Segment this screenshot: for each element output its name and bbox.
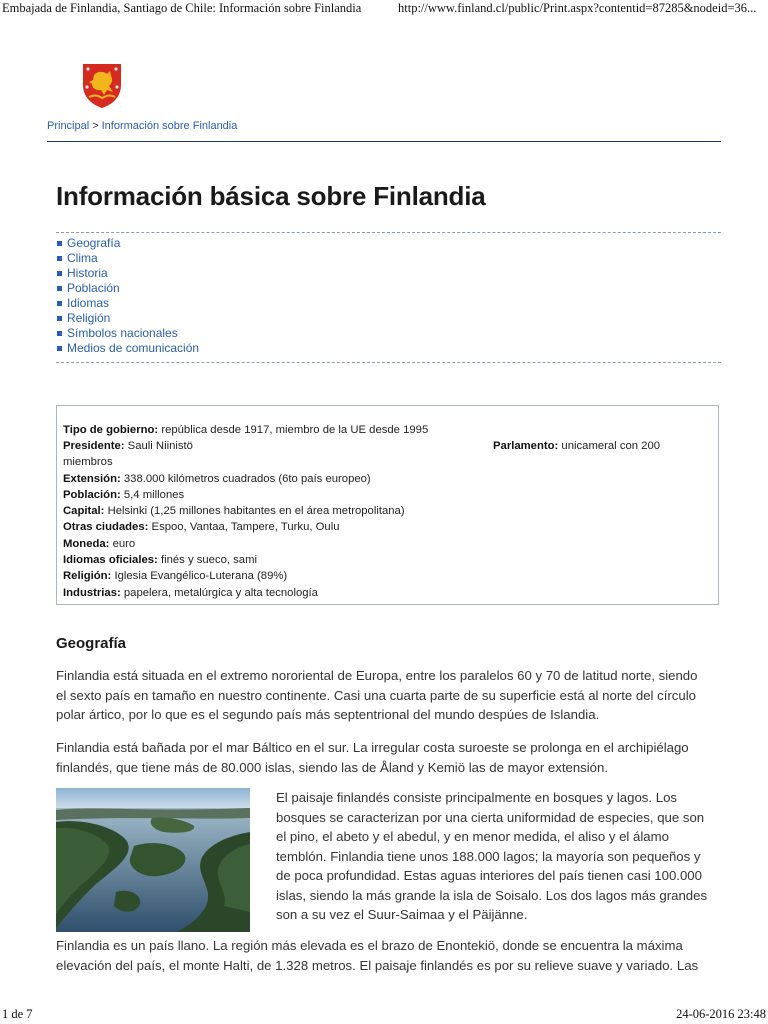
text-line: temblón. Finlandia tiene unos 188.000 lagos; la mayoría son pequeños y (276, 848, 701, 864)
square-bullet-icon (57, 256, 62, 261)
fact-value: 5,4 millones (120, 489, 185, 501)
toc-link-clima[interactable]: Clima (67, 251, 98, 265)
toc-link-geografia[interactable]: Geografía (67, 236, 121, 250)
toc-divider-bottom (56, 362, 721, 363)
toc-item-medios (56, 341, 199, 356)
fact-gobierno (63, 422, 428, 438)
fact-parlamento (493, 438, 660, 454)
paragraph-geografia-3 (276, 788, 736, 925)
fact-label: Capital: (63, 505, 105, 517)
fact-industrias (63, 585, 318, 601)
toc-item-historia (56, 266, 199, 281)
print-datetime: 24-06-2016 23:48 (676, 1007, 766, 1021)
fact-value: euro (109, 538, 136, 550)
text-line: Finlandia es un país llano. La región más elevada es el brazo de Enontekiö, donde se encuentra la máxima (56, 938, 683, 953)
fact-label: Industrias: (63, 587, 121, 599)
print-page-url: http://www.finland.cl/public/Print.aspx?contentid=87285&nodeid=36... (398, 1, 757, 15)
square-bullet-icon (57, 301, 62, 306)
toc-link-historia[interactable]: Historia (67, 266, 108, 280)
toc-item-clima (56, 251, 199, 266)
fact-label: Otras ciudades: (63, 521, 149, 533)
fact-label: Religión: (63, 570, 112, 582)
fact-value: 338.000 kilómetros cuadrados (6to país europeo) (120, 473, 371, 485)
text-line: Finlandia está bañada por el mar Báltico en el sur. La irregular costa suroeste se prolonga en el archipiélago (56, 740, 689, 755)
facts-box (56, 405, 719, 605)
toc-link-medios[interactable]: Medios de comunicación (67, 341, 200, 355)
toc-divider-top (56, 232, 721, 233)
fact-value: papelera, metalúrgica y alta tecnología (120, 587, 318, 599)
fact-presidente (63, 438, 193, 454)
breadcrumb-home-link[interactable]: Principal (47, 120, 90, 132)
fact-label: Parlamento: (493, 440, 559, 452)
toc-link-poblacion[interactable]: Población (67, 281, 120, 295)
fact-value: Helsinki (1,25 millones habitantes en el área metropolitana) (104, 505, 405, 517)
fact-label: Presidente: (63, 440, 125, 452)
fact-religion (63, 568, 287, 584)
fact-extension (63, 471, 371, 487)
fact-poblacion (63, 487, 184, 503)
paragraph-geografia-4 (56, 936, 746, 975)
square-bullet-icon (57, 241, 62, 246)
fact-value: Espoo, Vantaa, Tampere, Turku, Oulu (148, 521, 340, 533)
breadcrumb-current-link[interactable]: Información sobre Finlandia (101, 120, 238, 132)
text-line: elevación del país, el monte Halti, de 1.328 metros. El paisaje finlandés es por su relieve suave y variado. Las (56, 957, 699, 973)
fact-parlamento-continued: miembros (63, 456, 113, 468)
paragraph-geografia-2 (56, 738, 736, 777)
fact-label: Tipo de gobierno: (63, 424, 159, 436)
print-page-title: Embajada de Finlandia, Santiago de Chile: Información sobre Finlandia (2, 1, 362, 15)
breadcrumb-separator: > (92, 120, 99, 132)
text-line: bosques se caracterizan por una cierta uniformidad de especies, que son (276, 809, 705, 825)
finnish-lake-photo (56, 788, 250, 932)
text-line: islas, siendo la más grande la isla de Soisalo. Los dos lagos más grandes (276, 887, 708, 903)
fact-value: Iglesia Evangélico-Luterana (89%) (111, 570, 288, 582)
square-bullet-icon (57, 271, 62, 276)
text-line: son a su vez el Suur-Saimaa y el Päijänne. (276, 907, 528, 922)
toc-link-religion[interactable]: Religión (67, 311, 111, 325)
fact-value: finés y sueco, sami (157, 554, 258, 566)
toc-item-religion (56, 311, 199, 326)
fact-capital (63, 503, 405, 519)
page-counter: 1 de 7 (2, 1007, 33, 1021)
header-divider (47, 141, 721, 142)
toc-link-simbolos[interactable]: Símbolos nacionales (67, 326, 178, 340)
toc-item-simbolos (56, 326, 199, 341)
fact-value: república desde 1917, miembro de la UE desde 1995 (158, 424, 429, 436)
fact-moneda (63, 536, 135, 552)
text-line: el pino, el abeto y el abedul, y en menor medida, el aliso y el álamo (276, 829, 669, 844)
fact-label: Extensión: (63, 473, 121, 485)
fact-label: Idiomas oficiales: (63, 554, 158, 566)
toc-link-idiomas[interactable]: Idiomas (67, 296, 110, 310)
text-line: El paisaje finlandés consiste principalmente en bosques y lagos. Los (276, 790, 677, 805)
text-line: de poca profundidad. Estas aguas interiores del país tienen casi 100.000 (276, 868, 702, 883)
print-footer (0, 1007, 768, 1023)
table-of-contents (56, 236, 199, 356)
square-bullet-icon (57, 331, 62, 336)
text-line: finlandés, que tiene más de 80.000 islas, siendo las de Åland y Kemiö las de mayor extensión. (56, 759, 609, 775)
fact-idiomas (63, 552, 257, 568)
fact-label: Población: (63, 489, 121, 501)
toc-item-idiomas (56, 296, 199, 311)
toc-item-poblacion (56, 281, 199, 296)
text-line: el sexto país en tamaño en nuestro continente. Casi una cuarta parte de su superficie está al norte del círculo (56, 687, 696, 703)
breadcrumb (47, 120, 237, 132)
square-bullet-icon (57, 286, 62, 291)
fact-value: Sauli Niinistö (124, 440, 193, 452)
text-line: polar ártico, por lo que es el segundo país más septentrional del mundo despúes de Islandia. (56, 707, 600, 722)
paragraph-geografia-1 (56, 666, 736, 725)
page-title: Información básica sobre Finlandia (56, 181, 486, 211)
coat-of-arms-logo[interactable] (80, 61, 124, 109)
toc-item-geografia (56, 236, 199, 251)
fact-label: Moneda: (63, 538, 110, 550)
section-heading-geografia: Geografía (56, 635, 127, 652)
print-header (0, 0, 768, 20)
square-bullet-icon (57, 346, 62, 351)
text-line: Finlandia está situada en el extremo nororiental de Europa, entre los paralelos 60 y 70 de latitud norte, siendo (56, 668, 698, 683)
fact-value: unicameral con 200 (558, 440, 661, 452)
square-bullet-icon (57, 316, 62, 321)
fact-otras-ciudades (63, 519, 340, 535)
